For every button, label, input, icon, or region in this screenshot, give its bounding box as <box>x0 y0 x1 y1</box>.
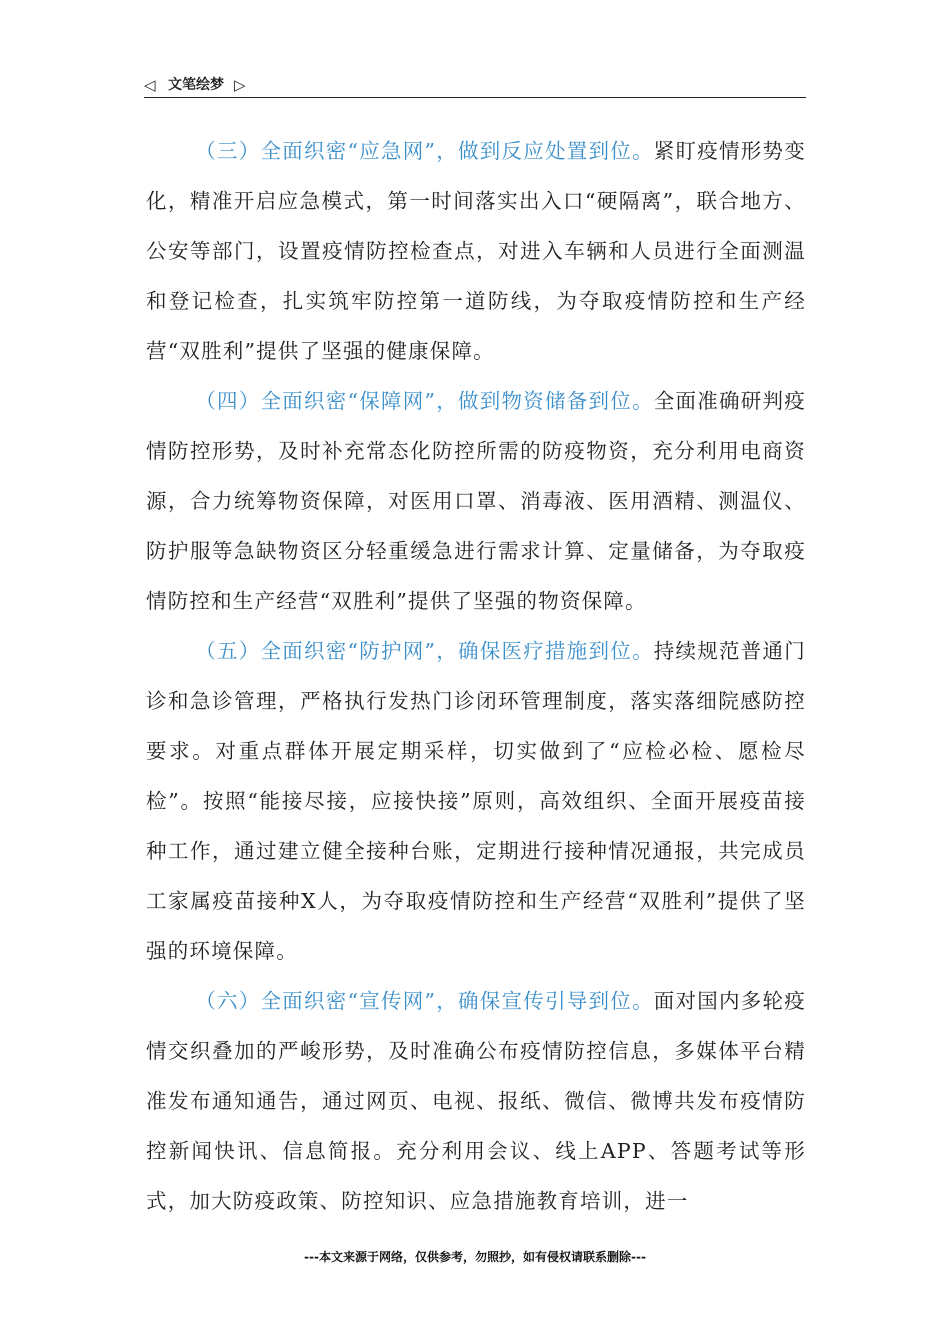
paragraph-6 <box>146 976 806 1226</box>
paragraph-text: 全面准确研判疫情防控形势，及时补充常态化防控所需的防疫物资，充分利用电商资源，合力统筹物资保障，对医用口罩、消毒液、医用酒精、测温仪、防护服等急缺物资区分轻重缓急进行需求计算、定量储备，为夺取疫情防控和生产经营“双胜利”提供了坚强的物资保障。 <box>146 389 806 613</box>
right-triangle-icon: ▷ <box>234 76 246 94</box>
left-triangle-icon: ◁ <box>144 76 156 94</box>
page-header <box>144 72 806 98</box>
header-divider <box>144 97 806 98</box>
paragraph-heading: （三）全面织密“应急网”，做到反应处置到位。 <box>195 139 654 163</box>
paragraph-4 <box>146 376 806 626</box>
paragraph-heading: （六）全面织密“宣传网”，确保宣传引导到位。 <box>195 989 654 1013</box>
paragraph-5 <box>146 626 806 976</box>
paragraph-heading: （五）全面织密“防护网”，确保医疗措施到位。 <box>195 639 654 663</box>
page-footer-disclaimer: ---本文来源于网络，仅供参考，勿照抄，如有侵权请联系删除--- <box>304 1250 646 1264</box>
document-body <box>146 126 806 1226</box>
paragraph-3 <box>146 126 806 376</box>
paragraph-text: 持续规范普通门诊和急诊管理，严格执行发热门诊闭环管理制度，落实落细院感防控要求。对重点群体开展定期采样，切实做到了“应检必检、愿检尽检”。按照“能接尽接，应接快接”原则，高效组织、全面开展疫苗接种工作，通过建立健全接种台账，定期进行接种情况通报，共完成员工家属疫苗接种X人，为夺取疫情防控和生产经营“双胜利”提供了坚强的环境保障。 <box>146 639 806 963</box>
header-title: 文笔绘梦 <box>168 77 224 93</box>
paragraph-text: 面对国内多轮疫情交织叠加的严峻形势，及时准确公布疫情防控信息，多媒体平台精准发布通知通告，通过网页、电视、报纸、微信、微博共发布疫情防控新闻快讯、信息简报。充分利用会议、线上APP、答题考试等形式，加大防疫政策、防控知识、应急措施教育培训，进一 <box>146 989 806 1213</box>
paragraph-text: 紧盯疫情形势变化，精准开启应急模式，第一时间落实出入口“硬隔离”，联合地方、公安等部门，设置疫情防控检查点，对进入车辆和人员进行全面测温和登记检查，扎实筑牢防控第一道防线，为夺取疫情防控和生产经营“双胜利”提供了坚强的健康保障。 <box>146 139 806 363</box>
paragraph-heading: （四）全面织密“保障网”，做到物资储备到位。 <box>195 389 654 413</box>
